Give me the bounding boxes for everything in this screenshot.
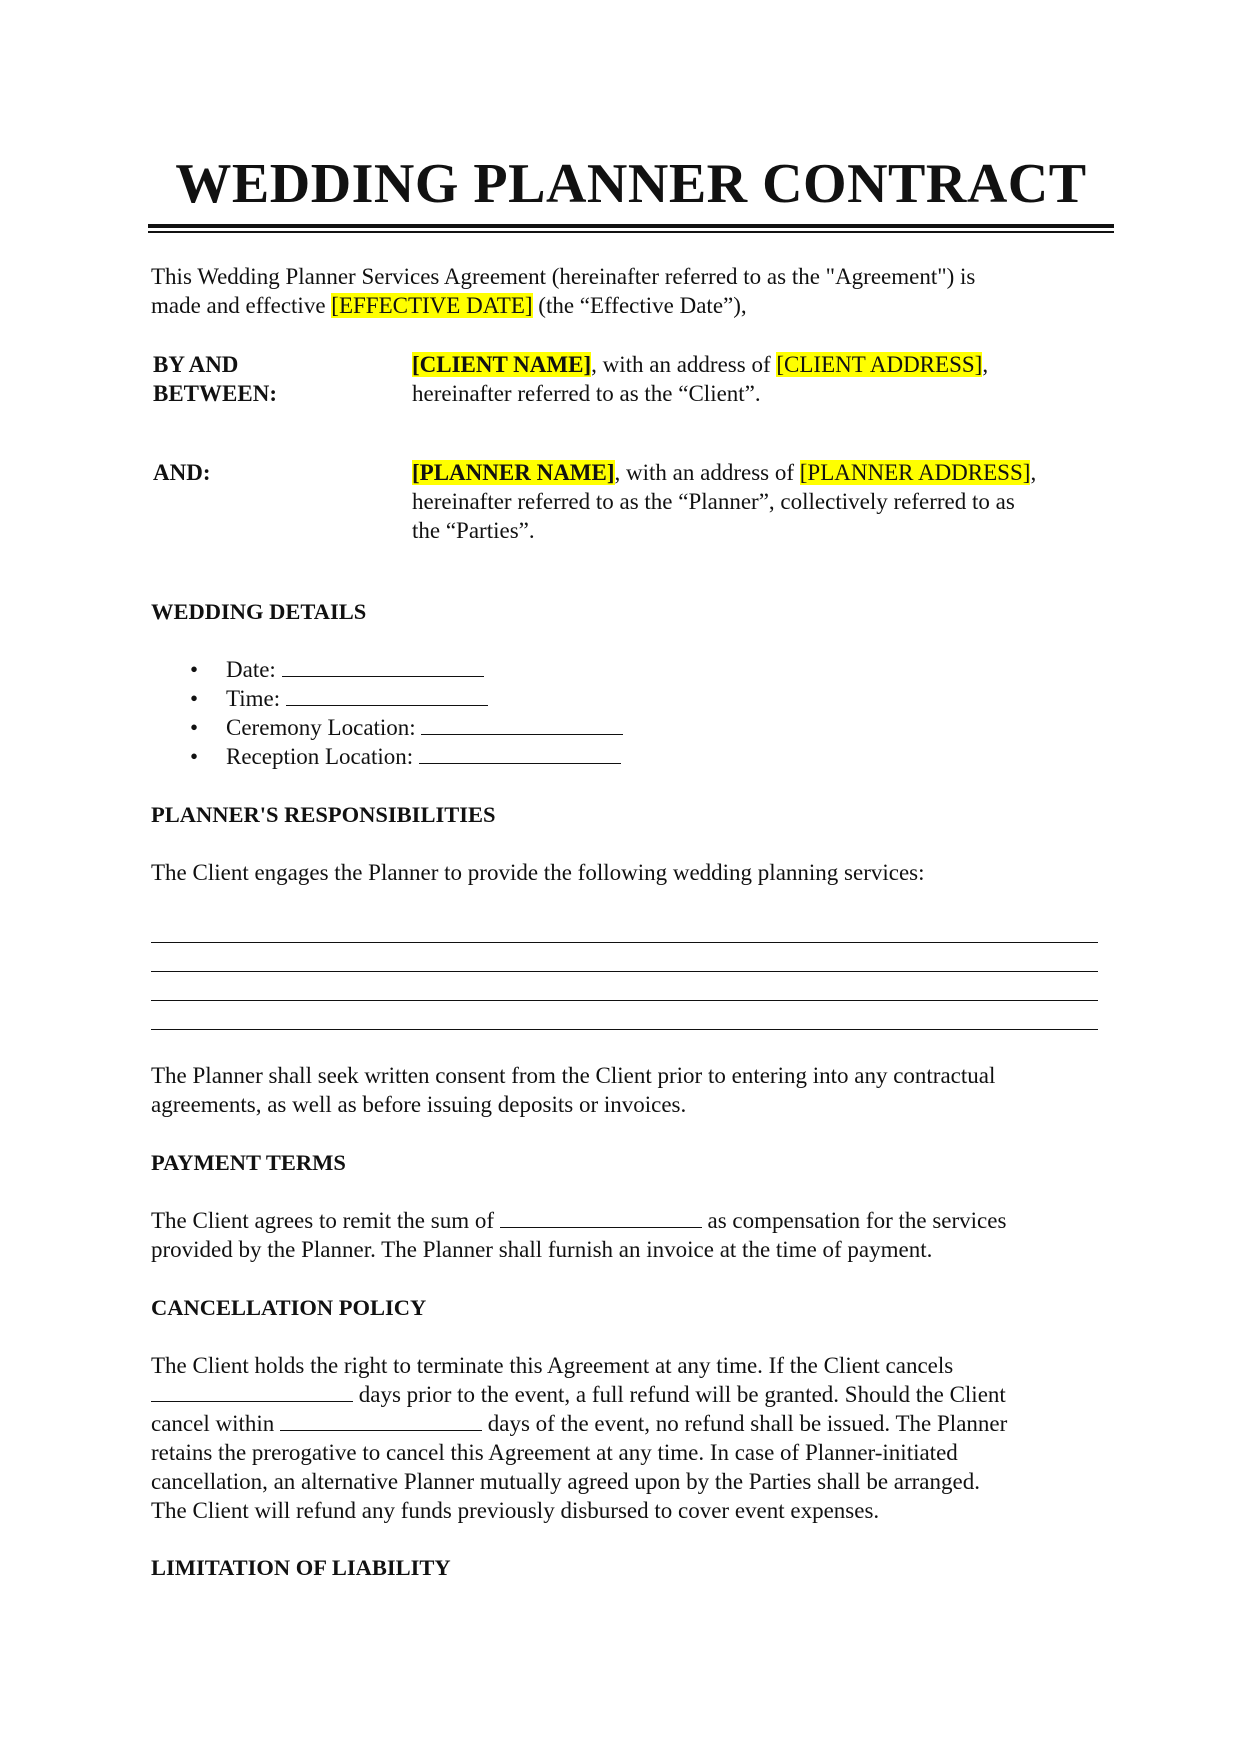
consent-line-1: The Planner shall seek written consent from the Client prior to entering into any contractual [151, 1063, 996, 1088]
wedding-details-heading: WEDDING DETAILS [151, 599, 367, 624]
planner-name-placeholder[interactable]: [PLANNER NAME] [412, 460, 615, 485]
effective-date-placeholder[interactable]: [EFFECTIVE DATE] [331, 293, 533, 318]
client-name-placeholder[interactable]: [CLIENT NAME] [412, 352, 592, 377]
payment-line-1-post: as compensation for the services [701, 1208, 1007, 1233]
list-item [188, 684, 623, 713]
planner-party-details [412, 458, 1112, 545]
planner-line-2: hereinafter referred to as the “Planner”, collectively referred to as [412, 489, 1015, 514]
client-line-1 [412, 350, 1112, 379]
client-line-2: hereinafter referred to as the “Client”. [412, 381, 761, 406]
client-party-details [412, 350, 1112, 408]
cancellation-line-2-post: days prior to the event, a full refund will be granted. Should the Client [353, 1382, 1006, 1407]
client-label-line-2: BETWEEN: [153, 381, 277, 406]
planner-end-text: , [1030, 460, 1037, 485]
services-write-line[interactable] [151, 971, 1098, 972]
client-party-label [153, 350, 277, 408]
title-rule-thin [148, 231, 1114, 233]
intro-line-2-pre: made and effective [151, 293, 332, 318]
no-refund-days-blank[interactable] [280, 1412, 482, 1431]
bullet-icon: • [190, 744, 199, 769]
payment-amount-blank[interactable] [500, 1209, 702, 1228]
list-item [188, 713, 623, 742]
cancellation-line-3 [151, 1409, 1101, 1438]
cancellation-line-2 [151, 1380, 1101, 1409]
bullet-icon: • [190, 657, 199, 682]
document-title: WEDDING PLANNER CONTRACT [175, 153, 1087, 215]
wedding-details-list [188, 655, 623, 771]
intro-line-2-post: (the “Effective Date”), [532, 293, 747, 318]
client-mid-text: , with an address of [591, 352, 777, 377]
title-rule-thick [148, 224, 1114, 228]
bullet-icon: • [190, 686, 199, 711]
intro-line-1: This Wedding Planner Services Agreement (hereinafter referred to as the "Agreement") is [151, 264, 976, 289]
date-blank[interactable] [282, 658, 484, 677]
list-item [188, 742, 623, 771]
cancellation-line-6: The Client will refund any funds previously disbursed to cover event expenses. [151, 1498, 880, 1523]
cancellation-policy-heading: CANCELLATION POLICY [151, 1295, 427, 1320]
payment-line-1 [151, 1206, 1101, 1235]
reception-location-blank[interactable] [419, 745, 621, 764]
client-label-line-1: BY AND [153, 352, 239, 377]
client-address-placeholder[interactable]: [CLIENT ADDRESS] [776, 352, 983, 377]
cancellation-line-5: cancellation, an alternative Planner mutually agreed upon by the Parties shall be arranged. [151, 1469, 980, 1494]
payment-terms-heading: PAYMENT TERMS [151, 1150, 346, 1175]
ceremony-location-blank[interactable] [421, 716, 623, 735]
list-item [188, 655, 623, 684]
time-label: Time: [226, 686, 281, 711]
planner-line-1 [412, 458, 1112, 487]
reception-location-label: Reception Location: [226, 744, 414, 769]
cancellation-line-3-pre: cancel within [151, 1411, 281, 1436]
limitation-of-liability-heading: LIMITATION OF LIABILITY [151, 1555, 451, 1580]
planner-mid-text: , with an address of [614, 460, 800, 485]
cancellation-paragraph [151, 1351, 1101, 1525]
consent-paragraph [151, 1061, 1101, 1119]
planner-party-label: AND: [153, 460, 211, 485]
responsibilities-text: The Client engages the Planner to provide the following wedding planning services: [151, 860, 925, 885]
intro-paragraph [151, 262, 1101, 320]
services-write-line[interactable] [151, 1000, 1098, 1001]
cancellation-line-3-post: days of the event, no refund shall be issued. The Planner [482, 1411, 1008, 1436]
payment-line-1-pre: The Client agrees to remit the sum of [151, 1208, 500, 1233]
cancellation-line-1: The Client holds the right to terminate this Agreement at any time. If the Client cancels [151, 1353, 954, 1378]
full-refund-days-blank[interactable] [151, 1383, 353, 1402]
time-blank[interactable] [286, 687, 488, 706]
planner-line-3: the “Parties”. [412, 518, 535, 543]
responsibilities-heading: PLANNER'S RESPONSIBILITIES [151, 802, 496, 827]
bullet-icon: • [190, 715, 199, 740]
payment-paragraph [151, 1206, 1101, 1264]
ceremony-location-label: Ceremony Location: [226, 715, 416, 740]
services-write-line[interactable] [151, 1029, 1098, 1030]
planner-address-placeholder[interactable]: [PLANNER ADDRESS] [799, 460, 1031, 485]
services-write-line[interactable] [151, 942, 1098, 943]
consent-line-2: agreements, as well as before issuing deposits or invoices. [151, 1092, 687, 1117]
payment-line-2: provided by the Planner. The Planner shall furnish an invoice at the time of payment. [151, 1237, 933, 1262]
date-label: Date: [226, 657, 276, 682]
intro-line-2 [151, 291, 1101, 320]
client-end-text: , [982, 352, 989, 377]
cancellation-line-4: retains the prerogative to cancel this Agreement at any time. In case of Planner-initiated [151, 1440, 958, 1465]
